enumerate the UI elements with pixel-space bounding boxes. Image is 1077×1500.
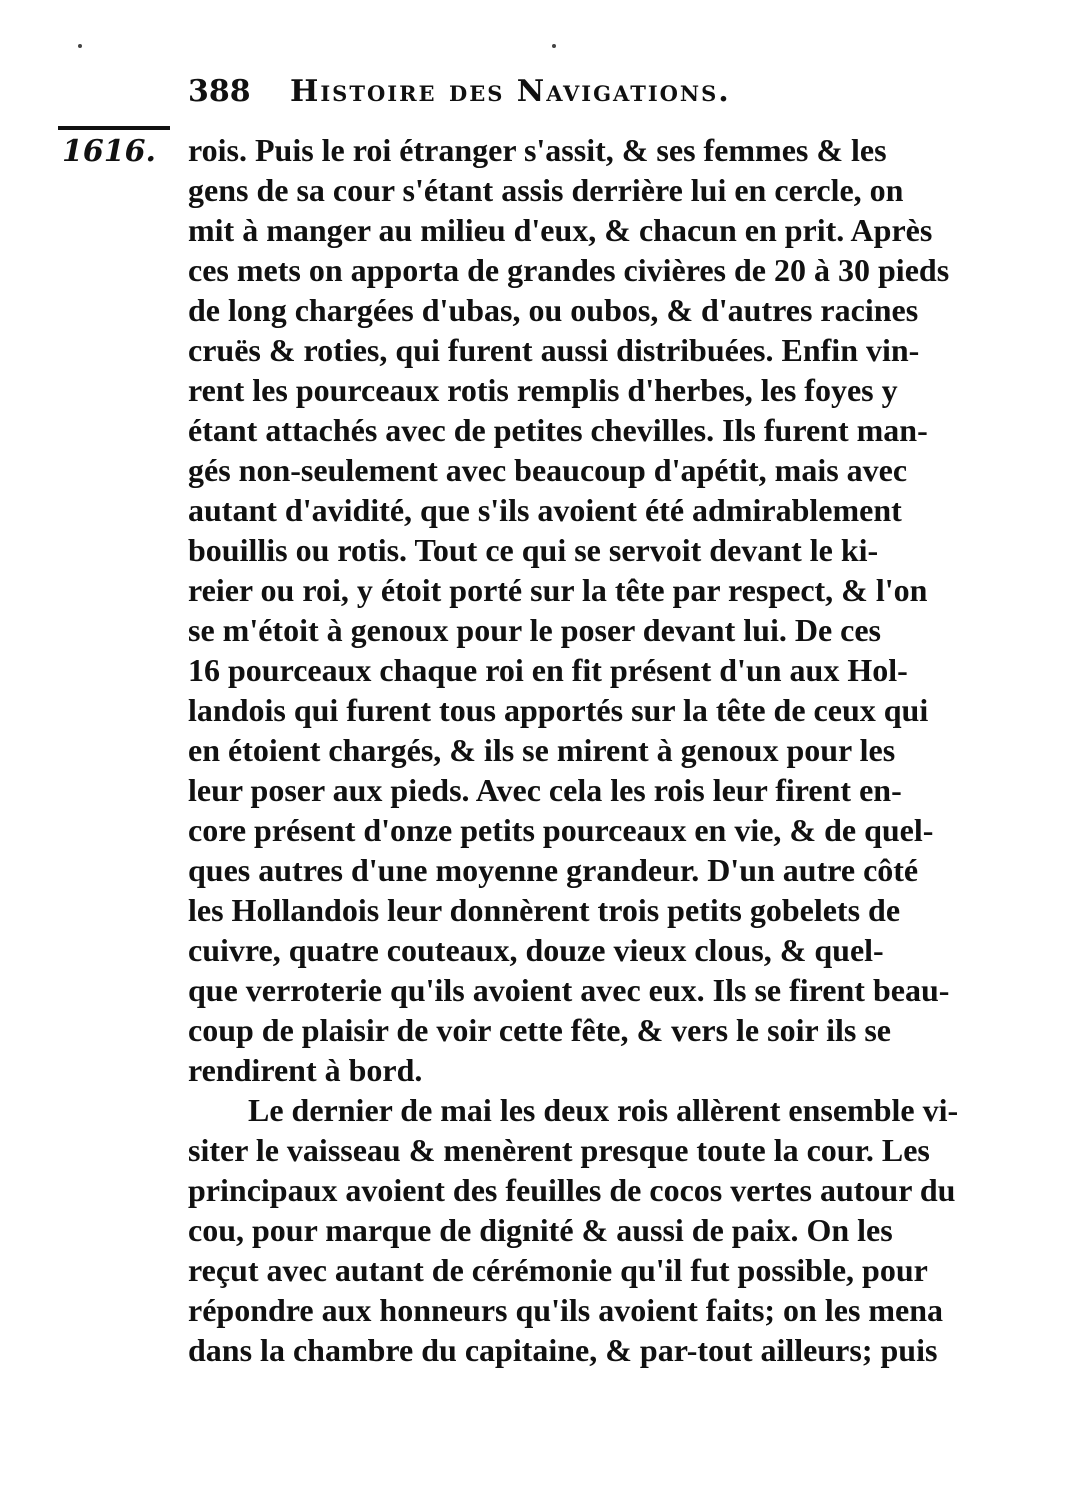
margin-rule <box>58 126 170 130</box>
body-line: étant attachés avec de petites chevilles. Ils furent man- <box>188 412 928 448</box>
body-line: rent les pourceaux rotis remplis d'herbes, les foyes y <box>188 372 898 408</box>
body-line: cuivre, quatre couteaux, douze vieux clous, & quel- <box>188 932 884 968</box>
body-line: dans la chambre du capitaine, & par-tout ailleurs; puis <box>188 1332 938 1368</box>
body-line: autant d'avidité, que s'ils avoient été admirablement <box>188 492 902 528</box>
body-line: se m'étoit à genoux pour le poser devant lui. De ces <box>188 612 881 648</box>
body-line: de long chargées d'ubas, ou oubos, & d'autres racines <box>188 292 919 328</box>
body-line: mit à manger au milieu d'eux, & chacun en prit. Après <box>188 212 933 248</box>
body-line: leur poser aux pieds. Avec cela les rois leur firent en- <box>188 772 902 808</box>
body-line: siter le vaisseau & menèrent presque toute la cour. Les <box>188 1132 930 1168</box>
body-line: principaux avoient des feuilles de cocos vertes autour du <box>188 1172 956 1208</box>
page-header <box>188 74 888 114</box>
margin-year: 1616. <box>62 134 156 169</box>
body-line: cruës & roties, qui furent aussi distribuées. Enfin vin- <box>188 332 920 368</box>
body-line: bouillis ou rotis. Tout ce qui se servoit devant le ki- <box>188 532 879 568</box>
body-line: core présent d'onze petits pourceaux en vie, & de quel- <box>188 812 934 848</box>
page-number: 388 <box>188 74 251 109</box>
body-line: 16 pourceaux chaque roi en fit présent d'un aux Hol- <box>188 652 908 688</box>
body-line: rois. Puis le roi étranger s'assit, & ses femmes & les <box>188 132 887 168</box>
body-line: gens de sa cour s'étant assis derrière lui en cercle, on <box>188 172 904 208</box>
body-line: répondre aux honneurs qu'ils avoient faits; on les mena <box>188 1292 944 1328</box>
body-line: que verroterie qu'ils avoient avec eux. Ils se firent beau- <box>188 972 950 1008</box>
speck <box>78 44 82 48</box>
body-line: ques autres d'une moyenne grandeur. D'un autre côté <box>188 852 919 888</box>
body-line: coup de plaisir de voir cette fête, & vers le soir ils se <box>188 1012 891 1048</box>
body-line: cou, pour marque de dignité & aussi de paix. On les <box>188 1212 893 1248</box>
body-line: gés non-seulement avec beaucoup d'apétit, mais avec <box>188 452 908 488</box>
running-title: Histoire des Navigations. <box>290 74 731 109</box>
body-line: reçut avec autant de cérémonie qu'il fut possible, pour <box>188 1252 928 1288</box>
body-line: ces mets on apporta de grandes civières de 20 à 30 pieds <box>188 252 950 288</box>
body-line: rendirent à bord. <box>188 1052 423 1088</box>
body-line: en étoient chargés, & ils se mirent à genoux pour les <box>188 732 896 768</box>
body-line: les Hollandois leur donnèrent trois petits gobelets de <box>188 892 901 928</box>
speck <box>552 44 556 48</box>
body-line: landois qui furent tous apportés sur la tête de ceux qui <box>188 692 929 728</box>
body-line: reier ou roi, y étoit porté sur la tête par respect, & l'on <box>188 572 928 608</box>
paragraph-first-line: Le dernier de mai les deux rois allèrent ensemble vi- <box>248 1092 959 1128</box>
